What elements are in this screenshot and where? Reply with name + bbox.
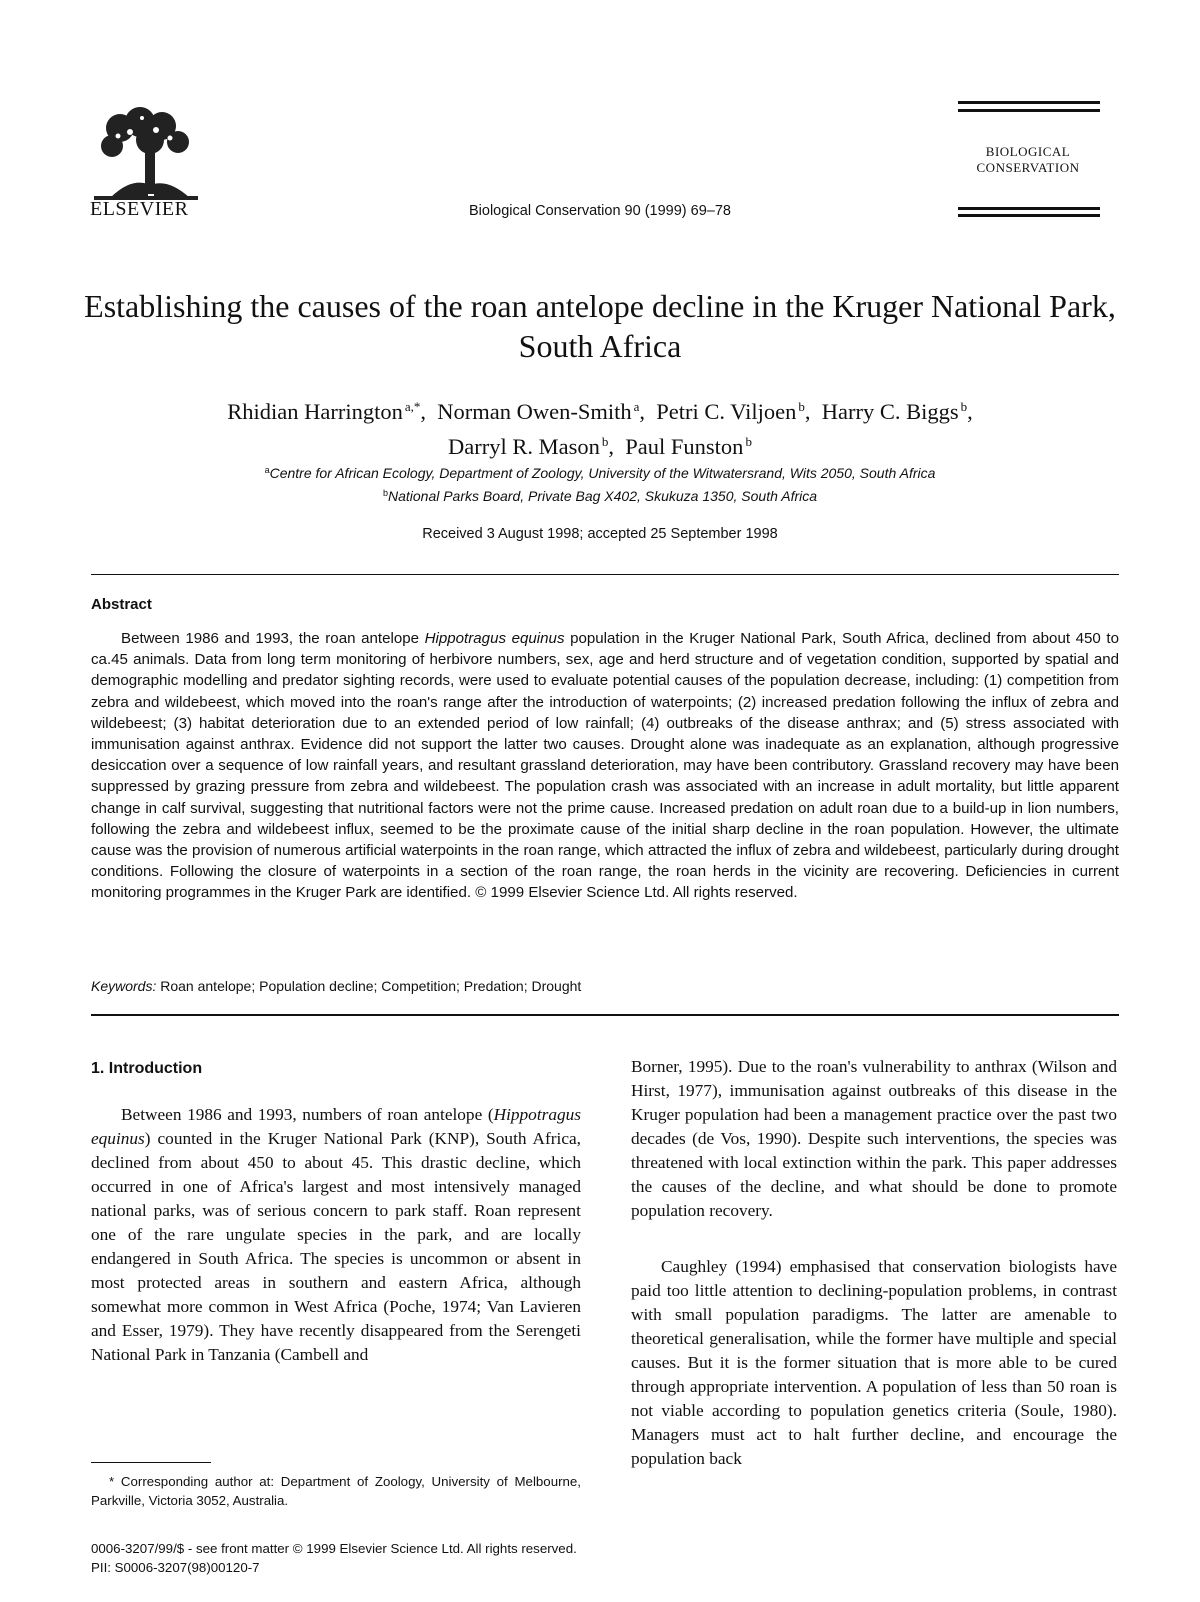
journal-badge-line2: CONSERVATION [976, 160, 1080, 175]
badge-rule-top-2 [958, 109, 1100, 112]
abstract-text: Between 1986 and 1993, the roan antelope Hippotragus equinus population in the Kruger National Park, South Africa, declined from about 450 to ca.45 animals. Data from long term monitoring of herbivore numbers, sex, age and herd structure and of vegetation condition, supported by spatial and demographic modelling and predator sighting records, were used to evaluate potential causes of the population decrease, including: (1) competition from zebra and wildebeest, which moved into the roan's range after the introduction of waterpoints; (2) increased predation following the influx of zebra and wildebeest; (3) habitat deterioration due to an extended period of low rainfall; (4) outbreaks of the disease anthrax; and (5) stress associated with immunisation against anthrax. Evidence did not support the latter two causes. Drought alone was inadequate as an explanation, although progressive desiccation over a sequence of low rainfall years, and resultant grassland deterioration, may have been contributory. Grassland recovery may have been suppressed by grazing pressure from zebra and wildebeest. The population crash was associated with an increase in adult mortality, but little apparent change in calf survival, suggesting that nutritional factors were not the prime cause. Increased predation on adult roan due to a build-up in lion numbers, following the zebra and wildebeest influx, seemed to be the proximate cause of the initial sharp decline in the roan population. However, the ultimate cause was the provision of numerous artificial waterpoints in the roan range, which attracted the influx of zebra and wildebeest, particularly during drought conditions. Following the closure of waterpoints in a section of the roan range, the roan herds in the vicinity are recovering. Deficiencies in current monitoring programmes in the Kruger Park are identified. © 1999 Elsevier Science Ltd. All rights reserved. [91, 630, 1120, 902]
badge-rule-bottom [958, 207, 1100, 210]
affiliations [80, 460, 1120, 506]
species-name: Hippotragus equinus [424, 630, 565, 647]
author: Harry C. Biggs $^b$, [821, 399, 973, 424]
body-column-right-paragraph-1: Borner, 1995). Due to the roan's vulnerability to anthrax (Wilson and Hirst, 1977), immunisation against outbreaks of this disease in the Kruger population had been a management practice over the past two decades (de Vos, 1990). Despite such interventions, the species was threatened with local extinction within the park. This paper addresses the causes of the decline, and what should be done to promote population recovery. [631, 1057, 1117, 1220]
section-heading-introduction: 1. Introduction [91, 1060, 203, 1077]
badge-rule-bottom-2 [958, 214, 1100, 217]
author: Petri C. Viljoen $^b$, [656, 399, 811, 424]
journal-citation: Biological Conservation 90 (1999) 69–78 [469, 203, 731, 219]
abstract-heading: Abstract [91, 596, 152, 613]
rule-above-abstract [91, 574, 1119, 575]
species-name: Hippotragus equinus [91, 1105, 581, 1148]
issn-line: 0006-3207/99/$ - see front matter © 1999 Elsevier Science Ltd. All rights reserved. [91, 1541, 577, 1556]
issn-block [91, 1539, 577, 1577]
author: Darryl R. Mason $^b$, [448, 434, 615, 459]
author: Paul Funston $^b$ [625, 434, 752, 459]
body-column-left: Between 1986 and 1993, numbers of roan antelope (Hippotragus equinus) counted in the Kruger National Park (KNP), South Africa, declined from about 450 to about 45. This drastic decline, which occurred in one of Africa's largest and most intensively managed national parks, was of serious concern to park staff. Roan represent one of the rare ungulate species in the park, and are locally endangered in South Africa. The species is uncommon or absent in most protected areas in southern and eastern Africa, although somewhat more common in West Africa (Poche, 1974; Van Lavieren and Esser, 1979). They have recently disappeared from the Serengeti National Park in Tanzania (Cambell and [91, 1105, 581, 1364]
corresponding-author-footnote: * Corresponding author at: Department of Zoology, University of Melbourne, Parkville, Victoria 3052, Australia. [91, 1474, 581, 1508]
author-list [80, 392, 1120, 462]
article-title: Establishing the causes of the roan antelope decline in the Kruger National Park, South Africa [84, 288, 1116, 364]
author: Rhidian Harrington $^{a,*}$, [227, 399, 426, 424]
keywords-label: Keywords: [91, 978, 157, 994]
author: Norman Owen-Smith $^a$, [437, 399, 646, 424]
journal-badge [958, 144, 1098, 176]
rule-below-abstract [91, 1014, 1119, 1016]
publisher-name: ELSEVIER [90, 198, 189, 220]
affiliation: $^b$National Parks Board, Private Bag X402, Skukuza 1350, South Africa [382, 488, 818, 504]
footnote-rule [91, 1462, 211, 1463]
journal-badge-line1: BIOLOGICAL [985, 144, 1071, 159]
affiliation: $^a$Centre for African Ecology, Department of Zoology, University of the Witwatersrand, Wits 2050, South Africa [264, 465, 936, 481]
body-column-right-paragraph-2: Caughley (1994) emphasised that conservation biologists have paid too little attention to declining-population problems, in contrast with small population paradigms. The latter are amenable to theoretical generalisation, while the former have multiple and special causes. But it is the former situation that is more able to be cured through appropriate intervention. A population of less than 50 roan is not viable according to population genetics criteria (Soule, 1980). Managers must act to halt further decline, and encourage the population back [631, 1257, 1117, 1468]
pii-line: PII: S0006-3207(98)00120-7 [91, 1560, 260, 1575]
badge-rule-top [958, 101, 1100, 104]
keywords-list: Roan antelope; Population decline; Competition; Predation; Drought [160, 978, 582, 994]
received-dates: Received 3 August 1998; accepted 25 September 1998 [422, 526, 778, 542]
keywords [91, 978, 581, 994]
